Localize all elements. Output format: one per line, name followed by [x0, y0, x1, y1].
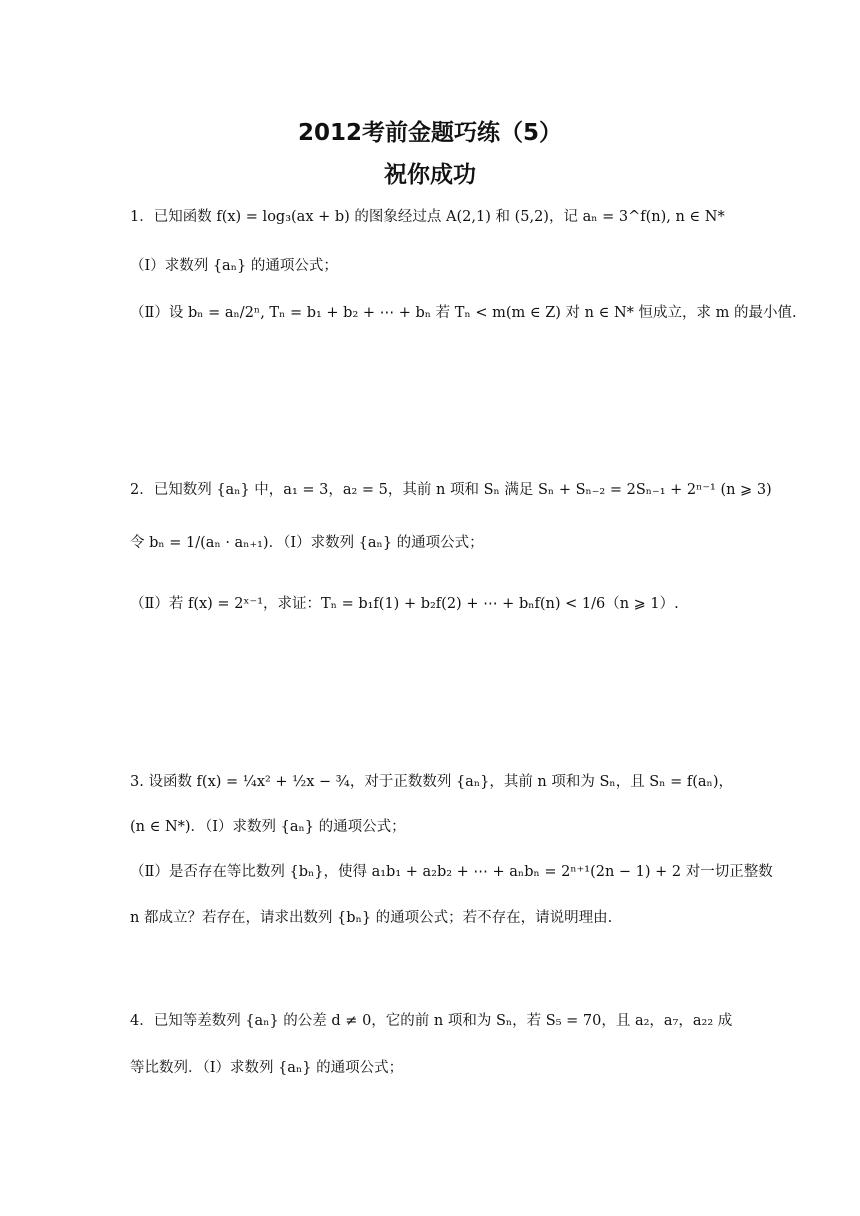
problem-3-part-2-cont-text: n 都成立？若存在，请求出数列 {bₙ} 的通项公式；若不存在，请说明理由. [130, 910, 613, 926]
problem-1-text: 1．已知函数 f(x) = log₃(ax + b) 的图象经过点 A(2,1) 和 (5,2)，记 aₙ = 3^f(n), n ∈ N* [130, 209, 725, 225]
problem-3-part-1-text: (n ∈ N*)．（Ⅰ）求数列 {aₙ} 的通项公式； [130, 819, 406, 835]
problem-1-part-2-text: （Ⅱ）设 bₙ = aₙ/2ⁿ, Tₙ = b₁ + b₂ + ⋯ + bₙ 若 Tₙ < m(m ∈ Z) 对 n ∈ N* 恒成立，求 m 的最小值. [130, 305, 797, 321]
problem-3-text: 3. 设函数 f(x) = ¼x² + ½x − ¾，对于正数数列 {aₙ}，其前 n 项和为 Sₙ，且 Sₙ = f(aₙ)， [130, 774, 733, 790]
problem-4-text: 4．已知等差数列 {aₙ} 的公差 d ≠ 0，它的前 n 项和为 Sₙ，若 S₅ = 70，且 a₂，a₇，a₂₂ 成 [130, 1013, 733, 1029]
problem-2-text: 2．已知数列 {aₙ} 中，a₁ = 3，a₂ = 5，其前 n 项和 Sₙ 满足 Sₙ + Sₙ₋₂ = 2Sₙ₋₁ + 2ⁿ⁻¹ (n ⩾ 3) [130, 482, 772, 498]
page-title: 2012考前金题巧练（5） [297, 120, 563, 146]
problem-3-part-2-text: （Ⅱ）是否存在等比数列 {bₙ}，使得 a₁b₁ + a₂b₂ + ⋯ + aₙbₙ = 2ⁿ⁺¹(2n − 1) + 2 对一切正整数 [130, 864, 773, 880]
problem-2-definition-text: 令 bₙ = 1/(aₙ · aₙ₊₁)．（Ⅰ）求数列 {aₙ} 的通项公式； [130, 535, 484, 551]
page-subtitle: 祝你成功 [384, 162, 476, 188]
problem-1-part-1-text: （Ⅰ）求数列 {aₙ} 的通项公式； [130, 258, 338, 274]
problem-2-part-2-text: （Ⅱ）若 f(x) = 2ˣ⁻¹，求证：Tₙ = b₁f(1) + b₂f(2) + ⋯ + bₙf(n) < 1/6（n ⩾ 1）. [130, 596, 679, 612]
problem-4-part-1-text: 等比数列．（Ⅰ）求数列 {aₙ} 的通项公式； [130, 1060, 404, 1076]
